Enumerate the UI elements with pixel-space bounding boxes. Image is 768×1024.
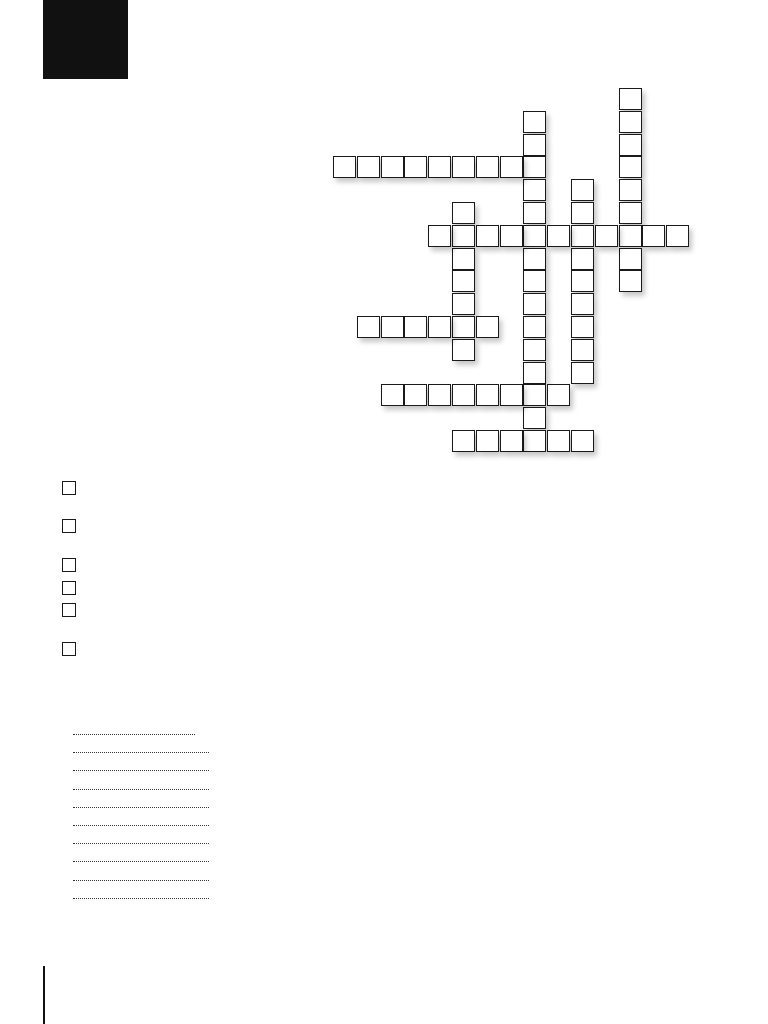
crossword-cell[interactable]	[595, 225, 618, 247]
crossword-cell[interactable]	[571, 293, 594, 315]
crossword-cell[interactable]	[523, 179, 546, 201]
crossword-cell[interactable]	[523, 316, 546, 338]
crossword-cell[interactable]	[500, 156, 523, 178]
crossword-cell[interactable]	[523, 134, 546, 156]
crossword-cell[interactable]	[523, 225, 546, 247]
crossword-cell[interactable]	[357, 156, 380, 178]
crossword-cell[interactable]	[523, 430, 546, 452]
answer-line[interactable]	[73, 742, 209, 753]
answer-box[interactable]	[62, 581, 76, 595]
crossword-cell[interactable]	[476, 384, 499, 406]
crossword-cell[interactable]	[523, 407, 546, 429]
footer-rule	[43, 966, 45, 1024]
crossword-cell[interactable]	[476, 225, 499, 247]
crossword-cell[interactable]	[428, 225, 451, 247]
crossword-cell[interactable]	[571, 430, 594, 452]
crossword-cell[interactable]	[428, 316, 451, 338]
crossword-cell[interactable]	[619, 225, 642, 247]
crossword-cell[interactable]	[619, 134, 642, 156]
crossword-cell[interactable]	[500, 430, 523, 452]
crossword-cell[interactable]	[333, 156, 356, 178]
crossword-cell[interactable]	[571, 270, 594, 292]
crossword-cell[interactable]	[381, 156, 404, 178]
crossword-cell[interactable]	[404, 316, 427, 338]
crossword-cell[interactable]	[381, 384, 404, 406]
crossword-cell[interactable]	[476, 156, 499, 178]
crossword-cell[interactable]	[523, 202, 546, 224]
crossword-cell[interactable]	[523, 270, 546, 292]
crossword-cell[interactable]	[523, 362, 546, 384]
footer-book	[62, 963, 66, 976]
cv-line	[43, 832, 209, 848]
answer-line[interactable]	[73, 797, 209, 808]
crossword-cell[interactable]	[452, 430, 475, 452]
crossword-cell[interactable]	[666, 225, 689, 247]
answer-box[interactable]	[62, 519, 76, 533]
cv-line	[43, 850, 209, 866]
crossword-cell[interactable]	[619, 179, 642, 201]
crossword-cell[interactable]	[523, 293, 546, 315]
answer-box[interactable]	[62, 481, 76, 495]
cv-line	[43, 723, 195, 739]
crossword-cell[interactable]	[619, 88, 642, 110]
crossword-cell[interactable]	[452, 339, 475, 361]
answer-box[interactable]	[62, 642, 76, 656]
crossword-cell[interactable]	[357, 316, 380, 338]
crossword-cell[interactable]	[547, 225, 570, 247]
crossword-cell[interactable]	[619, 156, 642, 178]
crossword-cell[interactable]	[404, 156, 427, 178]
crossword-cell[interactable]	[452, 248, 475, 270]
unit-number-box	[43, 0, 128, 79]
crossword-cell[interactable]	[571, 179, 594, 201]
crossword-cell[interactable]	[571, 248, 594, 270]
crossword-cell[interactable]	[547, 384, 570, 406]
crossword-cell[interactable]	[619, 111, 642, 133]
cv-line	[43, 759, 209, 775]
cv-line	[43, 778, 209, 794]
crossword-cell[interactable]	[476, 430, 499, 452]
answer-box[interactable]	[62, 603, 76, 617]
cv-line	[43, 869, 209, 885]
cv-line	[43, 887, 209, 903]
answer-line[interactable]	[73, 815, 209, 826]
crossword-cell[interactable]	[452, 270, 475, 292]
crossword-cell[interactable]	[452, 316, 475, 338]
crossword-cell[interactable]	[523, 248, 546, 270]
crossword-cell[interactable]	[571, 362, 594, 384]
cv-line	[43, 741, 209, 757]
crossword-cell[interactable]	[619, 248, 642, 270]
crossword-cell[interactable]	[452, 202, 475, 224]
crossword-cell[interactable]	[500, 225, 523, 247]
crossword-cell[interactable]	[571, 316, 594, 338]
crossword-cell[interactable]	[428, 156, 451, 178]
answer-line[interactable]	[73, 760, 209, 771]
crossword-cell[interactable]	[571, 225, 594, 247]
crossword-cell[interactable]	[428, 384, 451, 406]
crossword-cell[interactable]	[476, 316, 499, 338]
answer-line[interactable]	[73, 833, 209, 844]
crossword-cell[interactable]	[452, 293, 475, 315]
crossword-cell[interactable]	[452, 156, 475, 178]
crossword-cell[interactable]	[619, 270, 642, 292]
crossword-cell[interactable]	[619, 202, 642, 224]
answer-line[interactable]	[73, 724, 195, 735]
cv-line	[43, 796, 209, 812]
crossword-cell[interactable]	[452, 384, 475, 406]
crossword-cell[interactable]	[523, 111, 546, 133]
crossword-cell[interactable]	[404, 384, 427, 406]
crossword-cell[interactable]	[523, 156, 546, 178]
cv-line	[43, 814, 209, 830]
crossword-cell[interactable]	[452, 225, 475, 247]
crossword-cell[interactable]	[547, 430, 570, 452]
crossword-cell[interactable]	[381, 316, 404, 338]
crossword-cell[interactable]	[500, 384, 523, 406]
answer-line[interactable]	[73, 888, 209, 899]
crossword-cell[interactable]	[571, 339, 594, 361]
crossword-cell[interactable]	[642, 225, 665, 247]
answer-line[interactable]	[73, 851, 209, 862]
answer-box[interactable]	[62, 558, 76, 572]
crossword-cell[interactable]	[571, 202, 594, 224]
answer-line[interactable]	[73, 779, 209, 790]
crossword-cell[interactable]	[523, 384, 546, 406]
answer-line[interactable]	[73, 870, 209, 881]
crossword-cell[interactable]	[523, 339, 546, 361]
